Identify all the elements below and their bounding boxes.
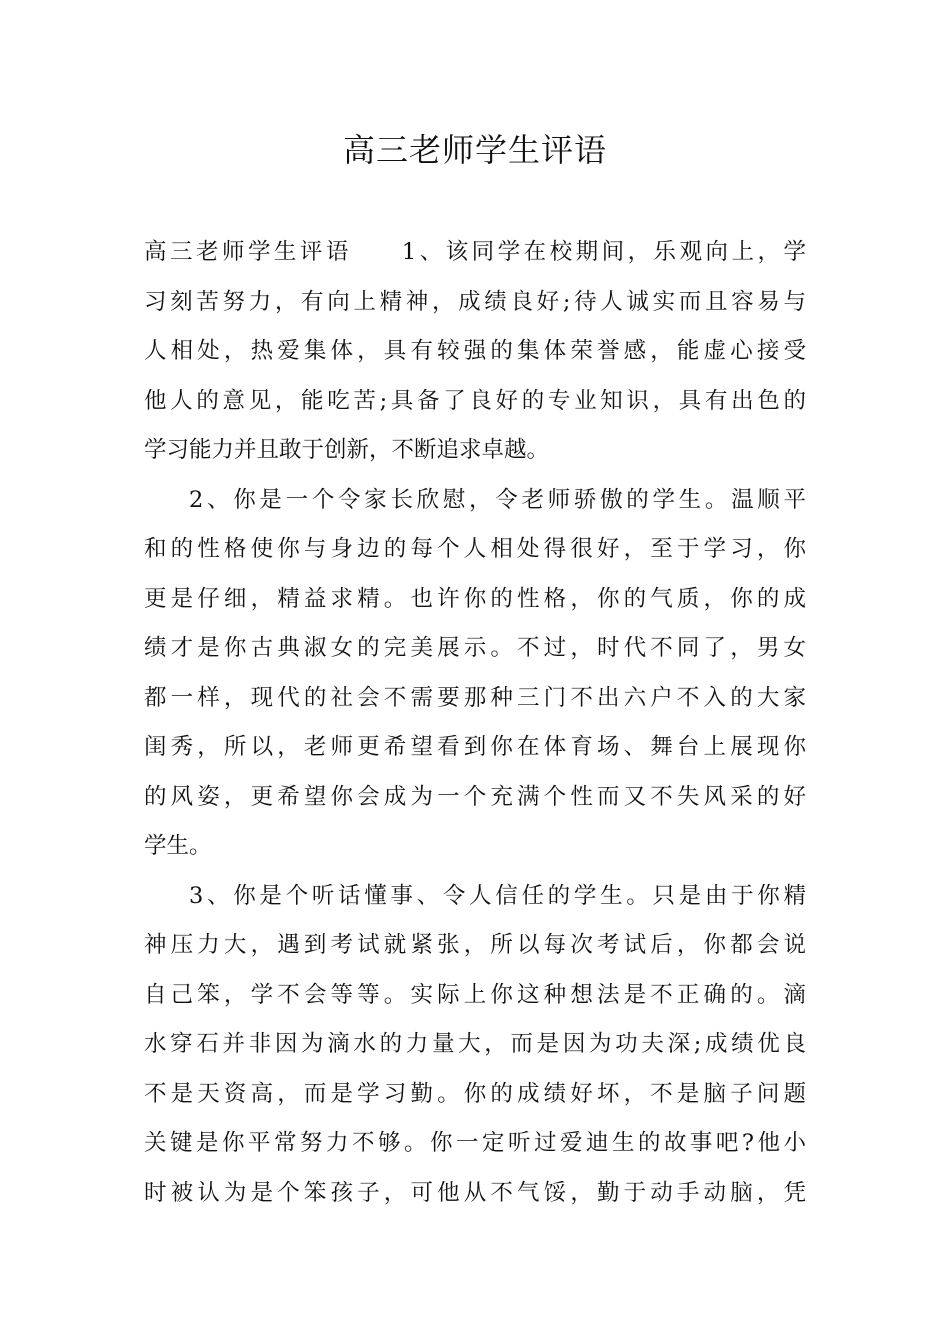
text-line: 不是天资高，而是学习勤。你的成绩好坏，不是脑子问题 (144, 1080, 806, 1107)
text-line: 都一样，现代的社会不需要那种三门不出六户不入的大家 (144, 684, 806, 711)
text-line: 闺秀，所以，老师更希望看到你在体育场、舞台上展现你 (144, 734, 806, 760)
text-line: 和的性格使你与身边的每个人相处得很好，至于学习，你 (144, 536, 806, 562)
document-title: 高三老师学生评语 (342, 131, 607, 169)
text-line: 人相处，热爱集体，具有较强的集体荣誉感，能虚心接受 (144, 338, 806, 364)
text-line-heading: 高三老师学生评语 (144, 239, 352, 265)
document-body (144, 228, 806, 1218)
text-line: 学生。 (144, 833, 212, 859)
text-line: 关键是你平常努力不够。你一定听过爱迪生的故事吧?他小 (144, 1130, 806, 1156)
text-line: 学习能力并且敢于创新，不断追求卓越。 (144, 437, 550, 463)
text-line: 绩才是你古典淑女的完美展示。不过，时代不同了，男女 (144, 635, 806, 661)
text-line: 神压力大，遇到考试就紧张，所以每次考试后，你都会说 (144, 932, 806, 958)
text-line: 2、你是一个令家长欣慰，令老师骄傲的学生。温顺平 (189, 486, 806, 513)
text-line (144, 228, 806, 278)
text-line: 习刻苦努力，有向上精神，成绩良好;待人诚实而且容易与 (144, 288, 806, 315)
text-line-content: 1、该同学在校期间，乐观向上，学 (401, 239, 806, 265)
text-line: 水穿石并非因为滴水的力量大，而是因为功夫深;成绩优良 (144, 1031, 806, 1057)
text-line: 自己笨，学不会等等。实际上你这种想法是不正确的。滴 (144, 981, 806, 1008)
text-line: 的风姿，更希望你会成为一个充满个性而又不失风采的好 (144, 783, 806, 810)
text-line: 更是仔细，精益求精。也许你的性格，你的气质，你的成 (144, 585, 806, 612)
text-line: 他人的意见，能吃苦;具备了良好的专业知识，具有出色的 (144, 387, 806, 414)
text-line: 3、你是个听话懂事、令人信任的学生。只是由于你精 (189, 882, 806, 909)
text-line: 时被认为是个笨孩子，可他从不气馁，勤于动手动脑，凭 (144, 1179, 806, 1206)
